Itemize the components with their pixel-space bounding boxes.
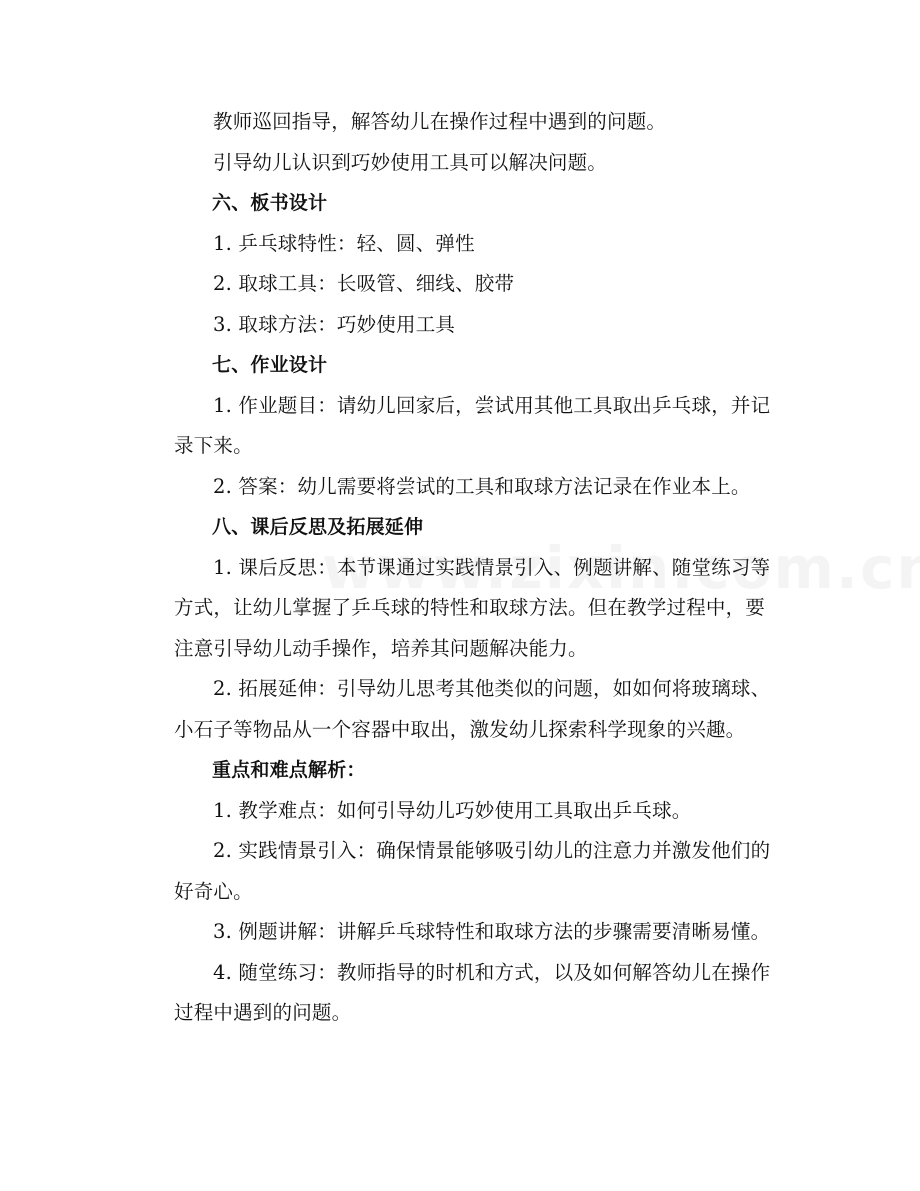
section-heading-reflection: 八、课后反思及拓展延伸	[212, 516, 424, 538]
board-item-3: 3. 取球方法：巧妙使用工具	[213, 312, 456, 336]
difficulty-item-3: 3. 例题讲解：讲解乒乓球特性和取球方法的步骤需要清晰易懂。	[213, 920, 771, 943]
reflection-item-2: 2. 拓展延伸：引导幼儿思考其他类似的问题，如如何将玻璃球、小石子等物品从一个容器中取出，激发幼儿探索科学现象的兴趣。	[174, 677, 771, 741]
difficulty-item-1: 1. 教学难点：如何引导幼儿巧妙使用工具取出乒乓球。	[213, 798, 692, 822]
paragraph-teacher-guidance: 教师巡回指导，解答幼儿在操作过程中遇到的问题。	[213, 110, 667, 133]
paragraph-tool-awareness: 引导幼儿认识到巧妙使用工具可以解决问题。	[213, 150, 608, 174]
section-heading-board-design: 六、板书设计	[212, 192, 328, 214]
section-heading-homework-design: 七、作业设计	[212, 354, 328, 376]
difficulty-item-4: 4. 随堂练习：教师指导的时机和方式，以及如何解答幼儿在操作过程中遇到的问题。	[174, 960, 771, 1024]
board-item-2: 2. 取球工具：长吸管、细线、胶带	[213, 272, 515, 295]
section-heading-key-difficulties: 重点和难点解析：	[212, 759, 366, 781]
homework-item-1: 1. 作业题目：请幼儿回家后，尝试用其他工具取出乒乓球，并记录下来。	[174, 393, 771, 457]
board-item-1: 1. 乒乓球特性：轻、圆、弹性	[213, 231, 475, 255]
homework-item-2: 2. 答案：幼儿需要将尝试的工具和取球方法记录在作业本上。	[213, 474, 751, 498]
document-body	[174, 102, 782, 1034]
reflection-item-1: 1. 课后反思：本节课通过实践情景引入、例题讲解、随堂练习等方式，让幼儿掌握了乒乓球的特性和取球方法。但在教学过程中，要注意引导幼儿动手操作，培养其问题解决能力。	[174, 555, 771, 660]
difficulty-item-2: 2. 实践情景引入：确保情景能够吸引幼儿的注意力并激发他们的好奇心。	[174, 839, 771, 903]
